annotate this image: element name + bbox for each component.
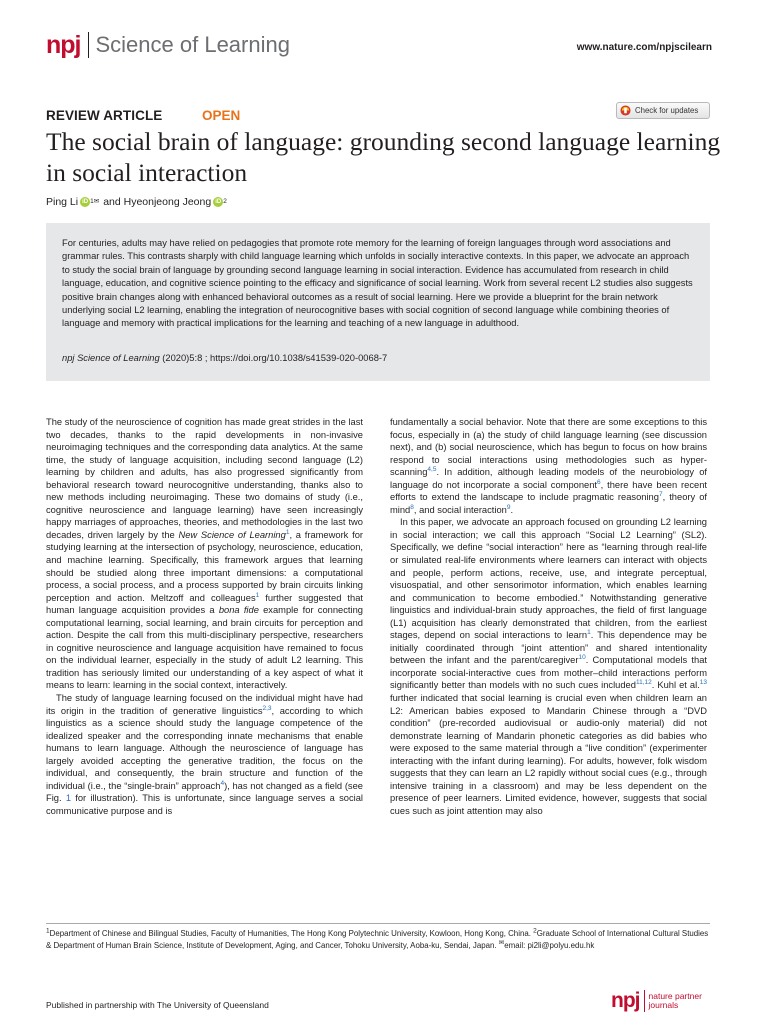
crossmark-icon — [620, 105, 631, 116]
reference-link[interactable]: 1 — [285, 528, 290, 536]
author-name-1[interactable]: Ping Li — [46, 196, 79, 208]
reference-link[interactable]: 4,5 — [427, 466, 437, 474]
article-type-label: REVIEW ARTICLE — [46, 108, 163, 123]
nature-partner-journals-logo — [611, 989, 702, 1013]
reference-link[interactable]: 8 — [410, 503, 414, 511]
brand-divider — [88, 32, 89, 58]
abstract-text: For centuries, adults may have relied on pedagogies that promote rote memory for the learning of foreign languages through word associations and grammar rules. This contrasts sharply with child language learning which unfolds in socially interactive contexts. In this paper, we advocate an approach to study the social brain of language by grounding second language learning in social interaction. Evidence has accumulated from research in child language, education, and cognitive science pointing to the efficacy and significance of social learning. Work from several recent L2 studies also suggests positive brain changes along with enhanced behavioral outcomes as a result of social learning. Here we provide a blueprint for the brain network underlying social L2 learning, enabling the integration of neurocognitive bases with social cognition of second language while combining theories of language and memory with practical implications for the learning and teaching of a new language in adulthood. — [62, 238, 693, 329]
citation-doi[interactable]: (2020)5:8 ; https://doi.org/10.1038/s41539-020-0068-7 — [159, 353, 388, 363]
body-column-right — [390, 416, 707, 818]
affiliations-footnote: $^1$Department of Chinese and Bilingual Studies, Faculty of Humanities, The Hong Kong Polytechnic University, Kowloon, Hong Kong, China. $^2$Graduate School of International Cultural Studies & Department of Human Brain Science, Institute of Development, Aging, and Cancer, Tohoku University, Aoba-ku, Sendai, Japan. ✉email: pi2li@polyu.edu.hk — [46, 927, 709, 950]
journal-name: Science of Learning — [95, 32, 290, 57]
body-column-left — [46, 416, 363, 818]
citation-journal: npj Science of Learning — [62, 353, 160, 363]
footer-logo-divider — [644, 990, 645, 1012]
open-access-label: OPEN — [202, 108, 241, 123]
reference-link[interactable]: 4 — [220, 779, 225, 787]
body-paragraph: In this paper, we advocate an approach focused on grounding L2 learning in social interaction; we call this approach “Social L2 Learning” (SL2). Specifically, we define “social interaction” here as “learning through real-life or simulated real-life environments where learners can interact with objects and people, perform actions, receive, use, and integrate perceptual, visuospatial, and other sensorimotor information, which enables learning and communication to become embodied.” Notwithstanding generative linguistics and individual-brain study approaches, the field of first language (L1) acquisition has clearly demonstrated that children, from the earliest stages, depend on social interactions to learn$^1$. This dependence may be initially coordinated through “joint attention” and shared intentionality between the infant and the parent/caregiver$^{10}$. Computational models that incorporate social-interactive cues from mother–child interactions perform significantly better than models with no such cues included$^{11,12}$. Kuhl et al.$^{13}$ further indicated that social learning is crucial even when children learn an L2: American babies exposed to Mandarin Chinese through a “DVD condition” (pre-recorded audiovisual or audio-only material) did not demonstrate learning of Mandarin phonetic categories as did babies who were exposed to the same material through a “live condition” (experimenter interacting with the infant during learning). For adults, however, folk wisdom suggests that they can learn an L2 rapidly without social cues (e.g., through intensive training in a classroom) and may be less dependent on the presence of peer learners. Limited evidence, however, suggests that social cues such as joint attention may also — [390, 517, 708, 816]
reference-link[interactable]: 1 — [587, 629, 591, 637]
footnote-divider — [46, 923, 710, 924]
journal-brand[interactable] — [46, 30, 290, 60]
corresponding-email[interactable]: email: pi2li@polyu.edu.hk — [504, 940, 595, 950]
footer-logo-text: nature partner journals — [648, 991, 702, 1010]
citation-line — [62, 353, 387, 363]
check-for-updates-label: Check for updates — [635, 106, 699, 115]
body-paragraph: fundamentally a social behavior. Note that there are some exceptions to this focus, especially in (a) the study of child language learning (see discussion next), and (b) social neuroscience, which has begun to focus on how brains respond to social interactions using methodologies such as hyper-scanning$^{4,5}$. In addition, although leading models of the neurobiology of language do not incorporate a social component$^6$, there have been recent efforts to extend the landscape to include pragmatic reasoning$^7$, theory of mind$^8$, and social interaction$^9$. — [390, 417, 707, 515]
figure-link[interactable]: 1 — [65, 793, 72, 804]
reference-link[interactable]: 7 — [658, 491, 663, 499]
npj-logo: npj — [46, 30, 81, 59]
author-list: Ping Li iD 1 ✉ and Hyeonjeong Jeong iD 2 — [46, 196, 227, 208]
article-title: The social brain of language: grounding second language learning in social interaction — [46, 127, 721, 187]
mail-icon: ✉ — [498, 938, 505, 946]
reference-link[interactable]: 11,12 — [635, 679, 652, 687]
journal-url-link[interactable]: www.nature.com/npjscilearn — [576, 42, 712, 53]
check-for-updates-button[interactable] — [616, 102, 710, 119]
reference-link[interactable]: 6 — [597, 478, 601, 486]
reference-link[interactable]: 10 — [578, 654, 586, 662]
partnership-note: Published in partnership with The University of Queensland — [46, 1000, 269, 1010]
body-paragraph: The study of the neuroscience of cognition has made great strides in the last two decades, thanks to the rapid developments in non-invasive neuroimaging techniques and the corresponding data analytics. At the same time, the study of language acquisition, including second language (L2) learning by children and adults, has also progressed significantly from behavioral research toward neurocognitive understanding, thanks also to new methods including neuroimaging. These two domains of study (i.e., cognitive neuroscience and language learning) have seen increasingly happy marriages of approaches, theories, and methodologies in the last two decades, driven largely by the New Science of Learning$^1$, a framework for studying learning at the intersection of psychology, neuroscience, education, and machine learning. Specifically, this framework argues that learning should be studied along three important dimensions: a computational process, a social process, and a process supported by brain circuits linking perception and action. Meltzoff and colleagues$^1$ further suggested that human language acquisition provides a bona fide example for connecting computational learning, social learning, and brain circuits for perception and action. Despite the call from this multi-disciplinary perspective, researchers in cognitive neuroscience and language acquisition have remained to focus on the individual learner, especially in the study of adult L2 learning. This tradition has seriously limited our understanding of a key aspect of what it means to learn: learning in the social context, interactively. — [46, 417, 363, 691]
reference-link[interactable]: 2,3 — [262, 704, 272, 712]
reference-link[interactable]: 1 — [255, 591, 260, 599]
orcid-icon[interactable]: iD — [82, 199, 89, 205]
orcid-icon[interactable]: iD — [215, 199, 222, 205]
footer-npj-logo: npj — [611, 989, 640, 1012]
reference-link[interactable]: 9 — [506, 503, 511, 511]
author-name-2[interactable]: and Hyeonjeong Jeong — [103, 196, 212, 208]
body-paragraph: The study of language learning focused on the individual might have had its origin in the tradition of generative linguistics$^{2,3}$, according to which linguistics as a science should study the language competence of the idealized speaker and the corresponding innate mechanisms that enable humans to learn language. Although the neuroscience of language has largely avoided accepting the generative tradition, the focus on the individual, and consequently, the brain structure and function of the individual (i.e., the “single-brain” approach$^4$), has not changed as a field (see Fig. 1 for illustration). This is unfortunate, since language serves a social communicative purpose and is — [46, 693, 363, 816]
reference-link[interactable]: 13 — [699, 679, 708, 687]
